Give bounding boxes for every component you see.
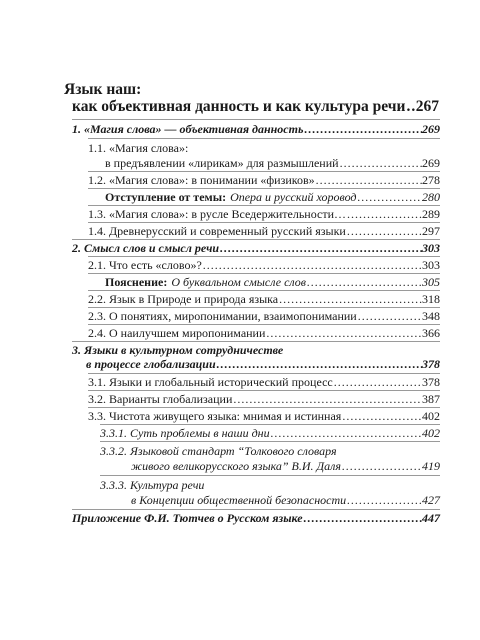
toc-section-2[interactable] (72, 240, 440, 256)
toc-item-3-3-2[interactable] (131, 458, 440, 474)
leader-dots (219, 240, 422, 256)
toc-item-1-4-label: 1.4. Древнерусский и современный русский языки (88, 224, 346, 238)
toc-item-3-1-label: 3.1. Языки и глобальный исторический процесс (88, 375, 333, 389)
toc-digression-title: Опера и русский хоровод (230, 190, 357, 204)
toc-item-3-3-3[interactable] (131, 492, 440, 508)
leader-dots (232, 391, 422, 407)
toc-digression-page: 280 (422, 190, 440, 204)
toc-item-3-3-2-label: живого великорусского языка” В.И. Даля (131, 459, 341, 473)
toc-heading-text: как объективная данность и как культура речи (72, 98, 406, 115)
toc-item-1-2-page: 278 (422, 173, 440, 187)
toc-item-3-3-1[interactable] (100, 425, 440, 441)
leader-dots (306, 274, 422, 290)
toc-item-1-3-page: 289 (422, 207, 440, 221)
toc-item-3-3-page: 402 (422, 409, 440, 423)
toc-explanation[interactable] (105, 274, 440, 290)
toc-item-2-4-page: 366 (422, 326, 440, 340)
toc-section-1[interactable] (72, 121, 440, 137)
toc-digression-label: Отступление от темы: (105, 190, 227, 204)
toc-item-3-2-page: 387 (422, 392, 440, 406)
leader-dots (405, 97, 415, 117)
leader-dots (315, 172, 422, 188)
leader-dots (202, 257, 422, 273)
leader-dots (346, 206, 422, 222)
divider (72, 119, 440, 120)
toc-item-3-3-2-page: 419 (422, 459, 440, 473)
divider (100, 441, 440, 442)
leader-dots (346, 223, 422, 239)
toc-item-1-2-label: 1.2. «Магия слова»: в понимании «физиков» (88, 173, 315, 187)
leader-dots (278, 291, 422, 307)
toc-explanation-title: О буквальном смысле слов (171, 275, 306, 289)
leader-dots (265, 325, 422, 341)
toc-item-3-3-1-label: 3.3.1. Суть проблемы в наши дни (100, 426, 270, 440)
toc-section-1-label: 1. «Магия слова» — объективная данность (72, 122, 304, 136)
toc-item-1-1[interactable] (105, 155, 440, 171)
toc-heading-page: 267 (415, 98, 439, 115)
divider (100, 475, 440, 476)
toc-item-3-3-3-label: в Концепции общественной безопасности (131, 493, 347, 507)
toc-item-2-2-page: 318 (422, 292, 440, 306)
toc-heading-line2 (72, 97, 439, 117)
leader-dots (356, 189, 422, 205)
leader-dots (216, 356, 422, 372)
toc-item-2-4[interactable] (88, 325, 440, 341)
toc-item-2-3-label: 2.3. О понятиях, миропонимании, взаимопонимании (88, 309, 357, 323)
toc-item-2-1-page: 303 (422, 258, 440, 272)
toc-item-1-1-page: 269 (422, 156, 440, 170)
toc-item-3-3-2-line1[interactable]: 3.3.2. Языковой стандарт “Толкового словаря (100, 444, 337, 458)
toc-item-3-3-3-page: 427 (422, 493, 440, 507)
toc-appendix-label: Приложение Ф.И. Тютчев о Русском языке (72, 511, 303, 525)
toc-item-3-3-3-line1[interactable]: 3.3.3. Культура речи (100, 478, 205, 492)
toc-item-1-4-page: 297 (422, 224, 440, 238)
leader-dots (333, 374, 422, 390)
toc-item-2-3[interactable] (88, 308, 440, 324)
leader-dots (341, 458, 422, 474)
toc-item-1-2[interactable] (88, 172, 440, 188)
toc-item-2-4-label: 2.4. О наилучшем миропонимании (88, 326, 266, 340)
toc-heading-line1: Язык наш: (64, 81, 142, 98)
toc-section-2-page: 303 (422, 241, 440, 255)
divider (88, 138, 440, 139)
toc-section-3[interactable] (86, 356, 440, 372)
toc-item-2-1[interactable] (88, 257, 440, 273)
toc-item-3-2-label: 3.2. Варианты глобализации (88, 392, 233, 406)
toc-item-2-1-label: 2.1. Что есть «слово»? (88, 258, 202, 272)
toc-section-1-page: 269 (422, 122, 440, 136)
toc-item-2-3-page: 348 (422, 309, 440, 323)
leader-dots (341, 408, 422, 424)
leader-dots (270, 425, 422, 441)
toc-item-2-2[interactable] (88, 291, 440, 307)
toc-section-3-label: в процессе глобализации (86, 357, 216, 371)
toc-item-3-2[interactable] (88, 391, 440, 407)
toc-item-3-1-page: 378 (422, 375, 440, 389)
toc-item-1-1-label: в предъявлении «лирикам» для размышлений (105, 156, 339, 170)
toc-explanation-page: 305 (422, 275, 440, 289)
toc-section-2-label: 2. Смысл слов и смысл речи (72, 241, 220, 255)
toc-item-1-1-line1[interactable]: 1.1. «Магия слова»: (88, 141, 189, 155)
toc-explanation-label: Пояснение: (105, 275, 168, 289)
leader-dots (346, 492, 422, 508)
toc-appendix[interactable] (72, 510, 440, 526)
leader-dots (339, 155, 422, 171)
toc-appendix-page: 447 (422, 511, 440, 525)
toc-item-3-3-1-page: 402 (422, 426, 440, 440)
toc-item-1-3[interactable] (88, 206, 440, 222)
toc-item-3-3[interactable] (88, 408, 440, 424)
leader-dots (303, 121, 422, 137)
toc-digression[interactable] (105, 189, 440, 205)
toc-section-3-line1[interactable]: 3. Языки в культурном сотрудничестве (72, 343, 284, 357)
toc-section-3-page: 378 (422, 357, 440, 371)
toc-item-1-3-label: 1.3. «Магия слова»: в русле Вседержительности… (88, 207, 347, 221)
toc-item-1-4[interactable] (88, 223, 440, 239)
leader-dots (357, 308, 422, 324)
toc-item-3-1[interactable] (88, 374, 440, 390)
leader-dots (303, 510, 422, 526)
toc-item-2-2-label: 2.2. Язык в Природе и природа языка (88, 292, 279, 306)
toc-item-3-3-label: 3.3. Чистота живущего языка: мнимая и истинная (88, 409, 342, 423)
